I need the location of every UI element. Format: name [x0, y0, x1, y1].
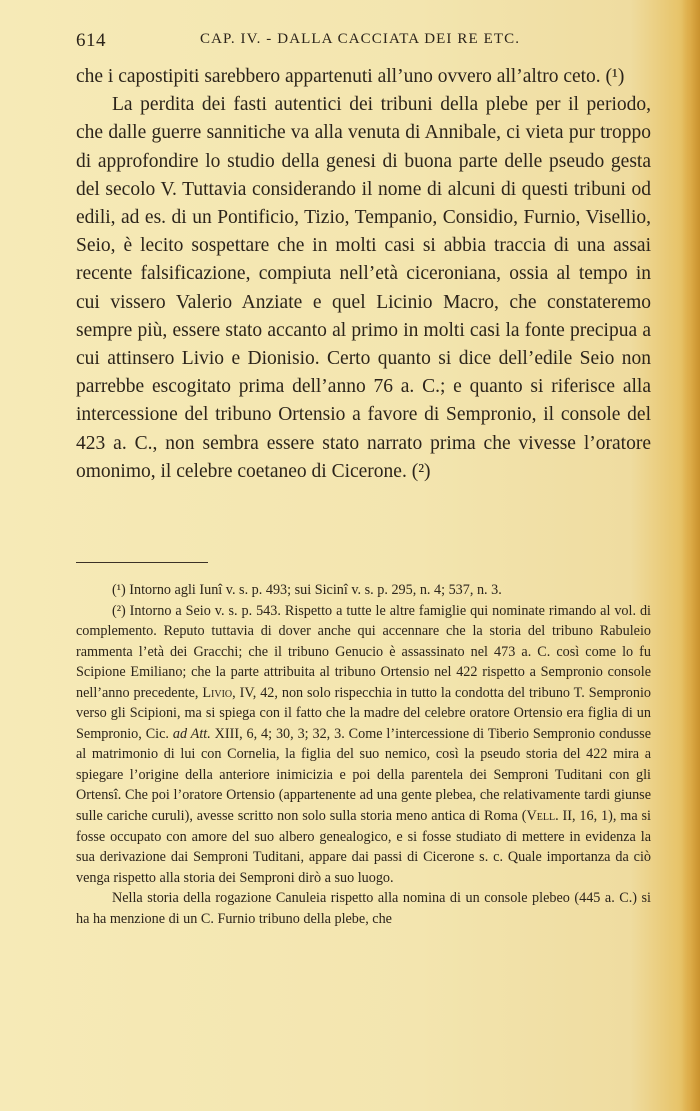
- footnote-2-text-part-4: II, 16, 1), ma si fosse occupato con amore del suo albero genealogico, e si fosse studiato di mettere in evidenza la sua derivazione dai Semproni Tuditani, appare dai passi di Cicerone s. c. Quale importanza da ciò venga rispetto alla storia dei Semproni dirò a suo luogo.: [76, 808, 651, 886]
- footnote-rule: [76, 562, 208, 563]
- main-text: [76, 63, 651, 486]
- footnote-1: (¹) Intorno agli Iunî v. s. p. 493; sui Sicinî v. s. p. 295, n. 4; 537, n. 3.: [112, 582, 502, 598]
- footnote-2-text-part-1: (²) Intorno a Seio v. s. p. 543. Rispetto a tutte le altre famiglie qui nominate rimando al vol. di complemento. Reputo tuttavia di dover anche qui accennare che la storia del tribuno Rabuleio rammenta l’età dei Gracchi; che il tribuno Genucio è assassinato nel 473 a. C. così come lo fu Scipione Emiliano; che la parte attribuita al tribuno Ortensio nel 422 rispetto a Sempronio console nell’anno precedente,: [76, 602, 651, 701]
- footnote-2-text-part-2: , IV, 42, non solo rispecchia in tutto la condotta del tribuno T. Sempronio verso gli Scipioni, ma si spiega con il fatto che la madre del celebre oratore Ortensio era figlia di un Sempronio, Cic.: [76, 684, 651, 742]
- page-edge-shadow: [682, 0, 700, 1111]
- footnote-2: [76, 601, 651, 889]
- footnotes: [76, 580, 651, 929]
- footnote-2-livio: Livio: [202, 684, 233, 701]
- footnote-2-ad-att: ad Att.: [172, 725, 211, 742]
- footnote-2-vell: Vell.: [526, 808, 559, 825]
- footnote-2-text-part-3: XIII, 6, 4; 30, 3; 32, 3. Come l’intercessione di Tiberio Sempronio condusse al matrimonio di lui con Cornelia, la figlia del suo nemico, così la pseudo storia del 422 mira a spiegare l’origine della anteriore inimicizia e poi della parentela dei Semproni Tuditani con gli Ortensî. Che poi l’oratore Ortensio (appartenente ad una gente plebea, che relativamente tardi giunse sulle cariche curuli), avesse scritto non solo sulla storia meno antica di Roma (: [76, 725, 651, 825]
- page-number: 614: [76, 30, 106, 51]
- paragraph-1: che i capostipiti sarebbero appartenuti all’uno ovvero all’altro ceto. (¹): [76, 66, 625, 87]
- running-head: CAP. IV. - DALLA CACCIATA DEI RE ETC.: [200, 31, 521, 47]
- footnote-3: Nella storia della rogazione Canuleia rispetto alla nomina di un console plebeo (445 a. C.) si ha ha menzione di un C. Furnio tribuno della plebe, che: [76, 890, 651, 927]
- paragraph-2: La perdita dei fasti autentici dei tribuni della plebe per il periodo, che dalle guerre sannitiche va alla venuta di Annibale, ci vieta pur troppo di approfondire lo studio della genesi di buona parte delle pseudo gesta del secolo V. Tuttavia considerando il nome di alcuni di questi tribuni od edili, ad es. di un Pontificio, Tizio, Tempanio, Considio, Furnio, Visellio, Seio, è lecito sospettare che in molti casi si abbia traccia di una assai recente falsificazione, compiuta nell’età ciceroniana, ossia al tempo in cui vissero Valerio Anziate e quel Licinio Macro, che constateremo sempre più, essere stato accanto al primo in molti casi la fonte precipua a cui attinsero Livio e Dionisio. Certo quanto si dice dell’edile Seio non parrebbe escogitato prima dell’anno 76 a. C.; e quanto si riferisce alla intercessione del tribuno Ortensio a favore di Sempronio, il console del 423 a. C., non sembra essere stato narrato prima che vivesse l’oratore omonimo, il celebre coetaneo di Cicerone. (²): [76, 94, 651, 482]
- page-header: [76, 30, 651, 54]
